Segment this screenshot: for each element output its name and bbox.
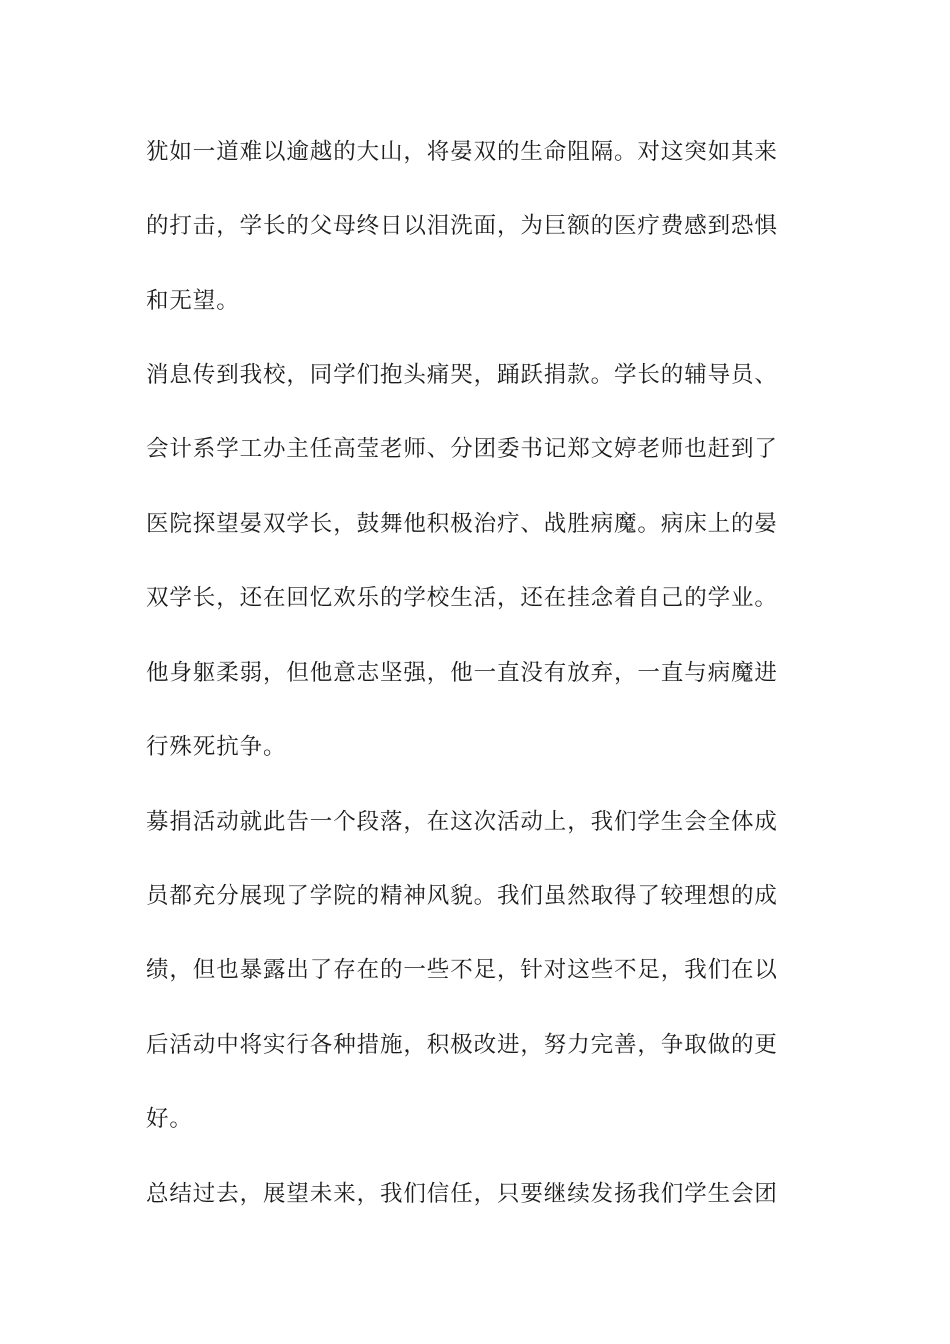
text-line: 消息传到我校，同学们抱头痛哭，踊跃捐款。学长的辅导员、 (146, 362, 778, 388)
text-line: 双学长，还在回忆欢乐的学校生活，还在挂念着自己的学业。 (146, 585, 778, 611)
text-line: 绩，但也暴露出了存在的一些不足，针对这些不足，我们在以 (146, 957, 778, 983)
text-line: 后活动中将实行各种措施，积极改进，努力完善，争取做的更 (146, 1032, 778, 1058)
text-line: 总结过去，展望未来，我们信任，只要继续发扬我们学生会团 (146, 1181, 778, 1207)
text-line: 他身躯柔弱，但他意志坚强，他一直没有放弃，一直与病魔进 (146, 660, 778, 686)
text-line: 好。 (146, 1106, 193, 1132)
text-line: 员都充分展现了学院的精神风貌。我们虽然取得了较理想的成 (146, 883, 778, 909)
text-line: 的打击，学长的父母终日以泪洗面，为巨额的医疗费感到恐惧 (146, 213, 778, 239)
text-line: 犹如一道难以逾越的大山，将晏双的生命阻隔。对这突如其来 (146, 139, 778, 165)
text-line: 募捐活动就此告一个段落，在这次活动上，我们学生会全体成 (146, 809, 778, 835)
text-line: 会计系学工办主任高莹老师、分团委书记郑文婷老师也赶到了 (146, 436, 778, 462)
text-line: 行殊死抗争。 (146, 734, 287, 760)
text-line: 和无望。 (146, 288, 240, 314)
text-line: 医院探望晏双学长，鼓舞他积极治疗、战胜病魔。病床上的晏 (146, 511, 778, 537)
